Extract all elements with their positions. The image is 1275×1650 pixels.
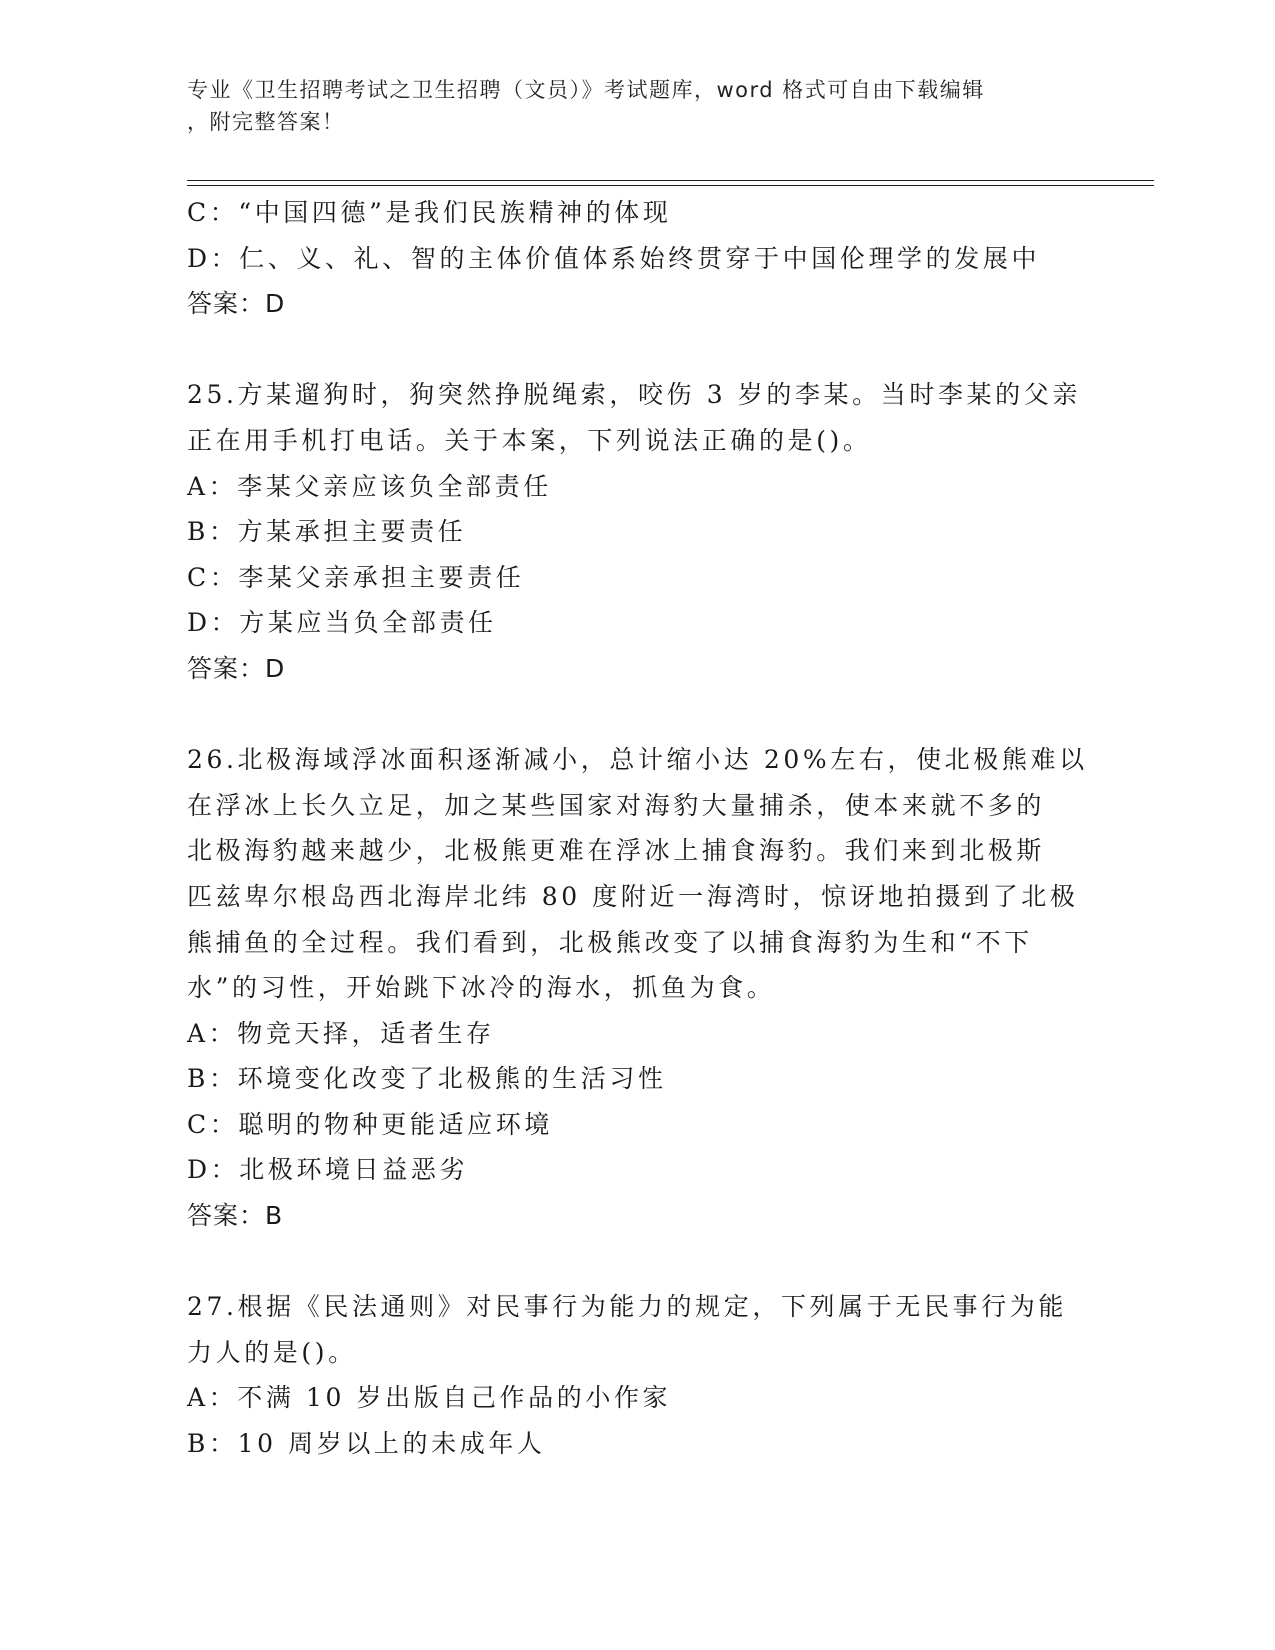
answer-line: 答案：B (187, 1201, 284, 1231)
option-a: A：李某父亲应该负全部责任 (187, 471, 552, 501)
question-26 (187, 737, 1087, 1239)
question-27 (187, 1284, 1087, 1466)
spacer (187, 327, 1087, 373)
question-stem-line: 力人的是()。 (187, 1337, 357, 1367)
question-stem-line: 熊捕鱼的全过程。我们看到，北极熊改变了以捕食海豹为生和“不下 (187, 927, 1033, 957)
question-stem-line: 水”的习性，开始跳下冰冷的海水，抓鱼为食。 (187, 973, 776, 1003)
question-stem-line: 26.北极海域浮冰面积逐渐减小，总计缩小达 20%左右，使北极熊难以 (187, 745, 1088, 775)
answer-line: 答案：D (187, 653, 286, 683)
option-a: A：不满 10 岁出版自己作品的小作家 (187, 1383, 672, 1413)
option-c: C：“中国四德”是我们民族精神的体现 (187, 198, 672, 227)
header-divider-top (187, 180, 1154, 181)
document-header (187, 74, 1067, 138)
question-25 (187, 372, 1087, 691)
question-stem-line: 正在用手机打电话。关于本案，下列说法正确的是()。 (187, 425, 872, 455)
option-c: C：聪明的物种更能适应环境 (187, 1109, 553, 1139)
question-stem-line: 匹兹卑尔根岛西北海岸北纬 80 度附近一海湾时，惊讶地拍摄到了北极 (187, 881, 1079, 911)
question-stem-line: 25.方某遛狗时，狗突然挣脱绳索，咬伤 3 岁的李某。当时李某的父亲 (187, 380, 1081, 410)
question-24 (187, 190, 1087, 327)
answer-line: 答案：D (187, 289, 286, 319)
option-a: A：物竞天择，适者生存 (187, 1018, 495, 1048)
spacer (187, 692, 1087, 738)
option-c: C：李某父亲承担主要责任 (187, 562, 525, 592)
question-stem-line: 北极海豹越来越少，北极熊更难在浮冰上捕食海豹。我们来到北极斯 (187, 836, 1046, 866)
header-divider-bottom (187, 185, 1154, 186)
question-list (187, 190, 1087, 1467)
header-line-1: 专业《卫生招聘考试之卫生招聘（文员）》考试题库，word 格式可自由下载编辑 (187, 78, 985, 102)
spacer (187, 1239, 1087, 1285)
option-b: B：环境变化改变了北极熊的生活习性 (187, 1064, 667, 1094)
option-d: D：北极环境日益恶劣 (187, 1155, 469, 1185)
question-stem-line: 在浮冰上长久立足，加之某些国家对海豹大量捕杀，使本来就不多的 (187, 790, 1046, 820)
question-stem-line: 27.根据《民法通则》对民事行为能力的规定，下列属于无民事行为能 (187, 1292, 1067, 1322)
header-line-2: ，附完整答案！ (187, 110, 345, 134)
option-b: B：10 周岁以上的未成年人 (187, 1429, 546, 1459)
option-b: B：方某承担主要责任 (187, 517, 467, 547)
option-d: D：方某应当负全部责任 (187, 608, 497, 638)
option-d: D：仁、义、礼、智的主体价值体系始终贯穿于中国伦理学的发展中 (187, 243, 1041, 273)
